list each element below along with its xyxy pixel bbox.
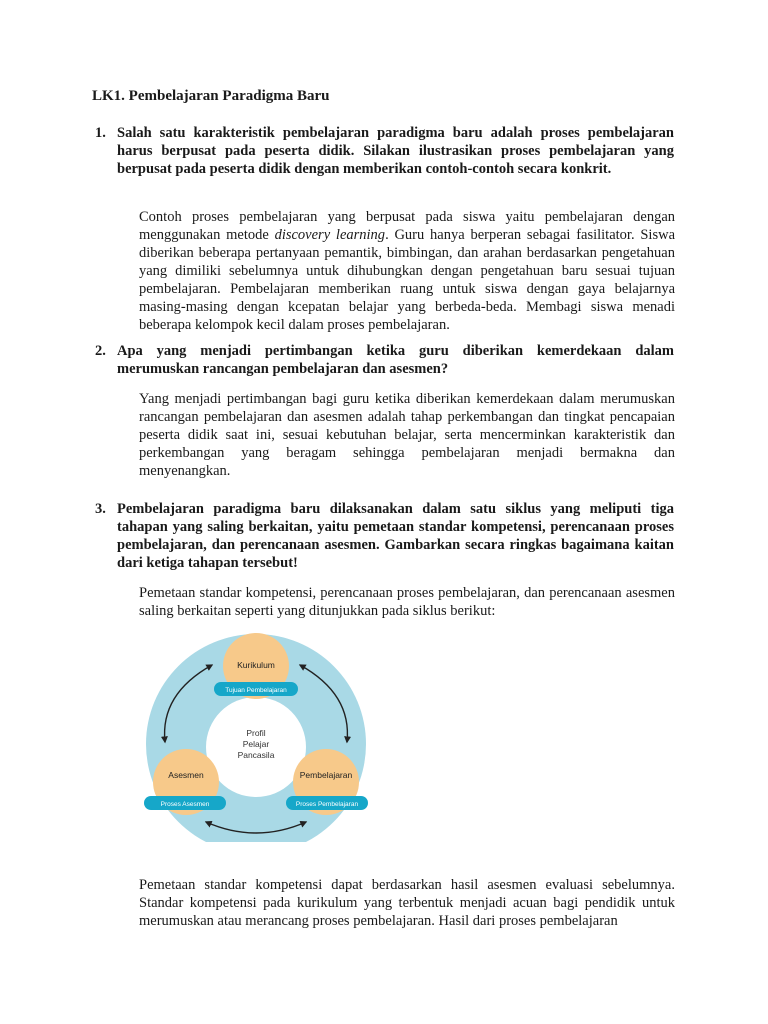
center-line-2: Pelajar <box>242 739 270 749</box>
center-line-3: Pancasila <box>237 750 275 760</box>
node-label-asesmen: Asesmen <box>168 770 204 780</box>
question-text: Pembelajaran paradigma baru dilaksanakan dalam satu siklus yang meliputi tiga tahapan yang saling berkaitan, yaitu pemetaan standar kompetensi, perencanaan proses pembelajaran, dan perencanaan asesmen. Gambarkan secara ringkas bagaimana kaitan dari ketiga tahapan tersebut! <box>117 501 674 571</box>
tag-label-proses-asesmen: Proses Asesmen <box>160 801 210 808</box>
answer-1 <box>139 208 675 334</box>
answer-3-intro: Pemetaan standar kompetensi, perencanaan proses pembelajaran, dan perencanaan asesmen saling berkaitan seperti yang ditunjukkan pada siklus berikut: <box>139 585 675 619</box>
question-number: 2. <box>95 343 106 359</box>
question-text: Salah satu karakteristik pembelajaran paradigma baru adalah proses pembelajaran harus berpusat pada peserta didik. Silakan ilustrasikan proses pembelajaran yang berpusat pada peserta didik dengan memberikan contoh-contoh secara konkrit. <box>117 125 674 177</box>
answer-italic-term: discovery learning <box>274 227 386 243</box>
question-number: 3. <box>95 501 106 517</box>
document-title: LK1. Pembelajaran Paradigma Baru <box>92 88 330 104</box>
node-label-pembelajaran: Pembelajaran <box>299 770 353 780</box>
tag-label-tujuan-pembelajaran: Tujuan Pembelajaran <box>225 687 287 694</box>
answer-2: Yang menjadi pertimbangan bagi guru ketika diberikan kemerdekaan dalam merumuskan rancangan pembelajaran dan asesmen adalah tahap perkembangan dan tingkat pencapaian peserta didik saat ini, sesuai kebutuhan belajar, serta mencerminkan karakteristik dan perkembangan yang beragam sehingga pembelajaran menjadi bermakna dan menyenangkan. <box>139 391 675 479</box>
node-label-kurikulum: Kurikulum <box>237 660 275 670</box>
question-2 <box>95 342 674 378</box>
question-1 <box>95 124 674 178</box>
answer-text-continued: . Guru hanya berperan sebagai fasilitator. Siswa diberikan beberapa pertanyaan pemantik, bimbingan, dan arahan berdasarkan pengetahuan yang dimiliki sebelumnya untuk dihubungkan dengan pengetahuan baru sesuai tujuan pembelajaran. Pembelajaran memberikan ruang untuk siswa dengan gaya belajarnya masing-masing dengan kcepatan belajar yang berbeda-beda. Membagi siswa menadi beberapa kelompok kecil dalam proses pembelajaran. <box>139 227 676 333</box>
question-3 <box>95 500 674 572</box>
tag-label-proses-pembelajaran: Proses Pembelajaran <box>295 801 359 808</box>
cycle-diagram <box>140 632 372 842</box>
answer-text: Contoh proses pembelajaran yang berpusat pada siswa yaitu pembelajaran dengan menggunakan metode <box>139 209 675 243</box>
question-text: Apa yang menjadi pertimbangan ketika guru diberikan kemerdekaan dalam merumuskan rancangan pembelajaran dan asesmen? <box>117 343 674 377</box>
question-number: 1. <box>95 125 106 141</box>
answer-3-continued: Pemetaan standar kompetensi dapat berdasarkan hasil asesmen evaluasi sebelumnya. Standar kompetensi pada kurikulum yang terbentuk menjadi acuan bagi pendidik untuk merumuskan atau merancang proses pembelajaran. Hasil dari proses pembelajaran <box>139 877 675 929</box>
center-line-1: Profil <box>246 728 266 738</box>
